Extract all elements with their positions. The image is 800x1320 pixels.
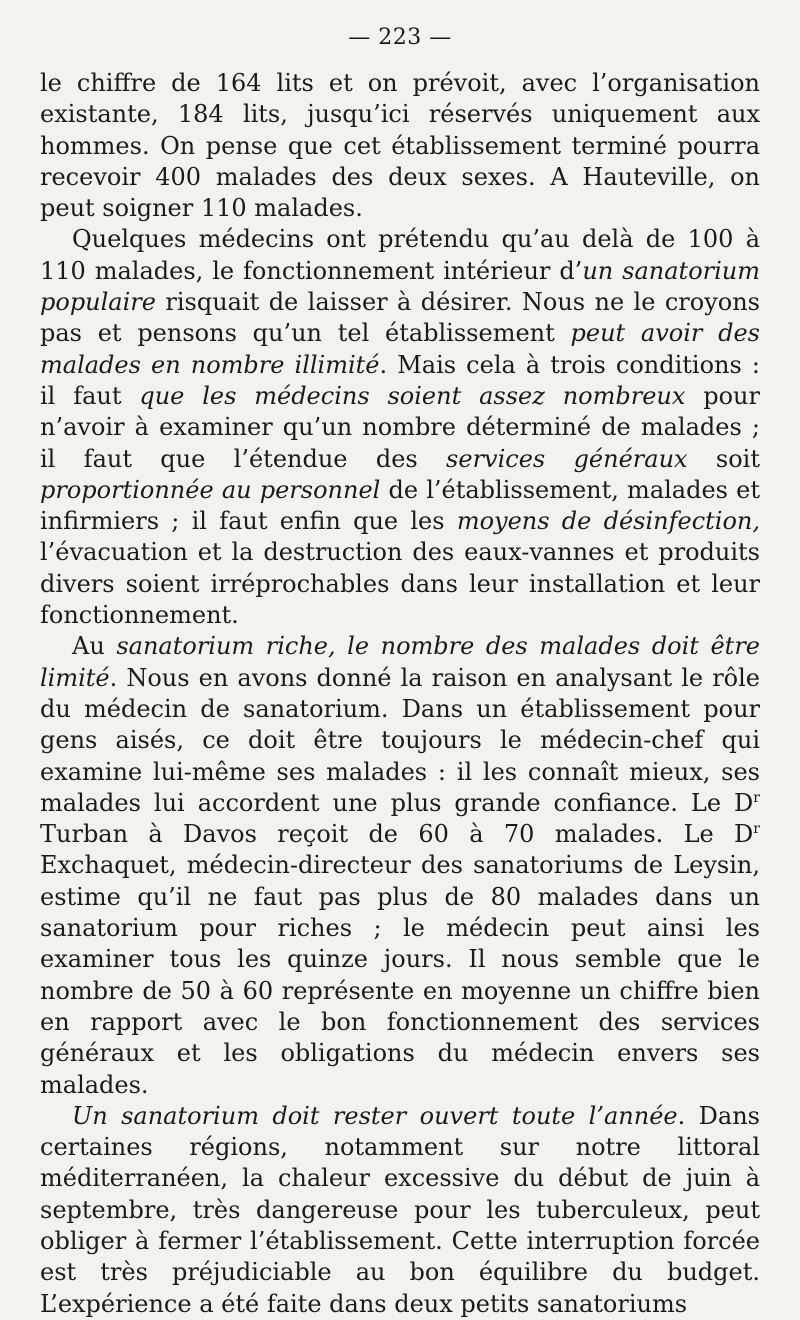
body-text <box>40 68 760 1320</box>
page-number: — 223 — <box>348 25 452 50</box>
italic-text: proportionnée au personnel <box>40 475 381 504</box>
italic-text: moyens de désinfection, <box>456 507 761 536</box>
text-run: le chiffre de 164 lits et on prévoit, avec l’organisation existante, 184 lits, jusqu’ici réservés uniquement aux hommes. On pense que cet établissement terminé pourra recevoir 400 malades des deux sexes. A Hauteville, on peut soigner 110 malades. <box>40 69 760 223</box>
italic-text: que les médecins soient assez nombreux <box>139 381 686 410</box>
text-run: soit <box>687 444 760 473</box>
text-run: pour n’avoir à examiner qu’un nombre déterminé de malades ; il faut que l’étendue des <box>40 381 760 473</box>
paragraph <box>40 631 760 1100</box>
italic-text: Un sanatorium doit rester ouvert toute l’année <box>72 1101 678 1130</box>
text-run: . Dans certaines régions, notamment sur notre littoral méditerranéen, la chaleur excessive du début de juin à septembre, très dangereuse pour les tuberculeux, peut obliger à fermer l’établissement. Cette interruption forcée est très préjudiciable au bon équilibre du budget. L’expérience a été faite dans deux petits sanatoriums <box>40 1101 760 1318</box>
text-run: risquait de laisser à désirer. Nous ne le croyons pas et pensons qu’un tel établissement <box>40 288 760 348</box>
text-run: . Nous en avons donné la raison en analysant le rôle du médecin de sanatorium. Dans un établissement pour gens aisés, ce doit être toujours le médecin-chef qui examine lui-même ses malades : il les connaît mieux, ses malades lui accordent une plus grande confiance. Le D <box>40 663 760 817</box>
text-run: de l’établissement, malades et infirmiers ; il faut enfin que les <box>40 475 760 536</box>
italic-text: services généraux <box>446 444 688 473</box>
superscript-text: r <box>753 821 760 838</box>
paragraph <box>40 224 760 631</box>
paragraph <box>40 1101 760 1320</box>
paragraph <box>40 68 760 224</box>
italic-text: peut avoir des malades en nombre illimité <box>40 319 760 379</box>
text-run: l’évacuation et la destruction des eaux-vannes et produits divers soient irréprochables dans leur installation et leur fonctionnement. <box>40 538 760 630</box>
italic-text: sanatorium riche, le nombre des malades doit être limité <box>40 632 760 692</box>
italic-text: un sanatorium populaire <box>40 256 760 317</box>
text-run: Turban à Davos reçoit de 60 à 70 malades. Le D <box>40 820 754 849</box>
text-run: Quelques médecins ont prétendu qu’au delà de 100 à 110 malades, le fonctionnement intérieur d’ <box>40 225 760 285</box>
text-run: Exchaquet, médecin-directeur des sanatoriums de Leysin, estime qu’il ne faut pas plus de 80 malades dans un sanatorium pour riches ; le médecin peut ainsi les examiner tous les quinze jours. Il nous semble que le nombre de 50 à 60 représente en moyenne un chiffre bien en rapport avec le bon fonctionnement des services généraux et les obligations du médecin envers ses malades. <box>40 851 760 1099</box>
superscript-text: r <box>753 789 760 806</box>
text-run: . Mais cela à trois conditions : il faut <box>40 350 760 410</box>
text-run: Au <box>72 632 117 661</box>
